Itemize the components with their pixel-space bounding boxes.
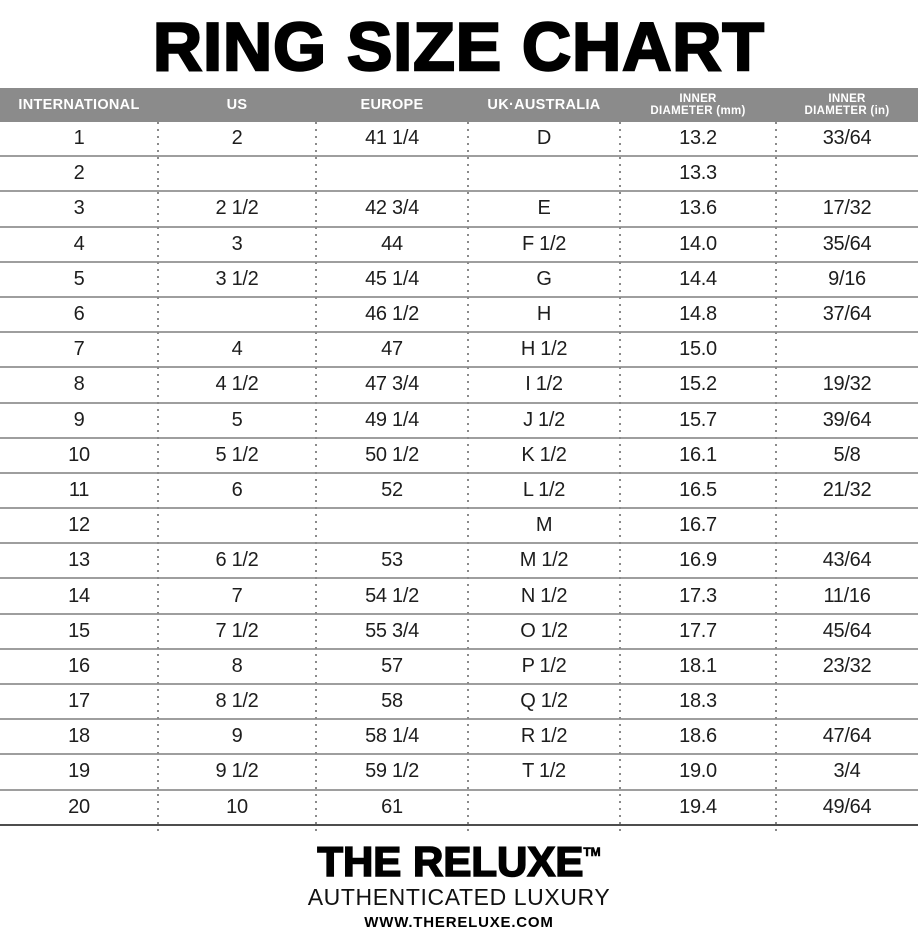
table-cell: 1 <box>73 127 85 150</box>
table-cell: 33/64 <box>822 127 872 150</box>
table-cell: 7 <box>231 584 243 607</box>
table-row <box>0 333 918 368</box>
trademark-symbol: TM <box>583 845 601 859</box>
table-cell: O 1/2 <box>520 619 568 642</box>
brand-tagline: AUTHENTICATED LUXURY <box>307 884 611 910</box>
table-cell: K 1/2 <box>521 443 567 466</box>
table-cell: 9 <box>231 725 243 748</box>
table-cell: 3 1/2 <box>215 267 259 290</box>
table-cell: 16.1 <box>679 443 717 466</box>
table-cell: 19 <box>68 760 90 783</box>
column-header-us: US <box>226 97 248 113</box>
table-cell: D <box>536 127 552 150</box>
table-cell: 11 <box>68 478 90 501</box>
table-cell: 59 1/2 <box>365 760 419 783</box>
table-row <box>0 192 918 227</box>
table-cell: 19.4 <box>679 795 717 818</box>
table-cell: 15.7 <box>679 408 717 431</box>
table-cell: 23/32 <box>822 654 872 677</box>
table-cell: 11/16 <box>823 584 871 607</box>
table-cell: 43/64 <box>822 549 872 572</box>
table-row <box>0 157 918 192</box>
column-header-europe: EUROPE <box>360 97 424 113</box>
table-cell: P 1/2 <box>521 654 567 677</box>
table-row <box>0 439 918 474</box>
table-cell: 15 <box>68 619 90 642</box>
table-cell: Q 1/2 <box>520 690 568 713</box>
table-cell: 17 <box>68 690 90 713</box>
table-cell: 14.4 <box>679 267 717 290</box>
table-row <box>0 509 918 544</box>
table-cell: J 1/2 <box>523 408 565 431</box>
table-cell: 45/64 <box>822 619 872 642</box>
column-header-international: INTERNATIONAL <box>18 97 140 113</box>
table-cell: 18.1 <box>679 654 717 677</box>
table-cell: 6 <box>231 478 243 501</box>
table-cell: 61 <box>381 795 403 818</box>
table-cell: 9/16 <box>828 267 866 290</box>
column-header-inner-diameter-in <box>776 93 918 118</box>
table-cell: 14.0 <box>679 232 717 255</box>
table-cell: 41 1/4 <box>365 127 419 150</box>
header-line-inner: INNER <box>828 92 866 105</box>
table-cell: 49 1/4 <box>365 408 419 431</box>
table-cell: 35/64 <box>822 232 872 255</box>
table-cell: 39/64 <box>822 408 872 431</box>
table-cell: 14.8 <box>679 303 717 326</box>
table-cell: L 1/2 <box>522 478 566 501</box>
table-cell: M 1/2 <box>519 549 569 572</box>
table-cell: 3/4 <box>833 760 861 783</box>
table-cell: 42 3/4 <box>365 197 419 220</box>
table-cell: 47/64 <box>822 725 872 748</box>
table-cell: 58 1/4 <box>365 725 419 748</box>
table-cell: 4 1/2 <box>215 373 259 396</box>
table-cell: 37/64 <box>822 303 872 326</box>
table-row <box>0 404 918 439</box>
table-cell: I 1/2 <box>525 373 563 396</box>
table-cell: 58 <box>381 690 403 713</box>
table-row <box>0 474 918 509</box>
brand-name <box>0 829 918 885</box>
table-row <box>0 791 918 826</box>
table-cell: 15.2 <box>679 373 717 396</box>
table-cell: 52 <box>381 478 403 501</box>
table-cell: 8 <box>231 654 243 677</box>
table-cell: 5 <box>231 408 243 431</box>
header-line-diameter-mm: DIAMETER (mm) <box>650 105 746 117</box>
table-cell: 19.0 <box>679 760 717 783</box>
table-cell: 5/8 <box>833 443 861 466</box>
table-cell: 20 <box>68 795 90 818</box>
table-cell: 9 <box>73 408 85 431</box>
table-cell: 54 1/2 <box>365 584 419 607</box>
table-cell: 10 <box>68 443 90 466</box>
table-cell: 9 1/2 <box>215 760 259 783</box>
table-cell: G <box>536 267 552 290</box>
table-cell: 45 1/4 <box>365 267 419 290</box>
table-cell: 47 <box>381 338 403 361</box>
table-cell: 50 1/2 <box>365 443 419 466</box>
table-cell: 16.9 <box>679 549 717 572</box>
table-cell: F 1/2 <box>521 232 567 255</box>
brand-footer <box>0 826 918 931</box>
table-cell: H 1/2 <box>520 338 568 361</box>
table-cell: 55 3/4 <box>365 619 419 642</box>
table-cell: 13.6 <box>679 197 717 220</box>
table-cell: 6 1/2 <box>215 549 259 572</box>
table-cell: E <box>537 197 551 220</box>
ring-size-table <box>0 88 918 826</box>
table-cell: 21/32 <box>822 478 872 501</box>
table-cell: 2 <box>231 127 243 150</box>
table-cell: 18 <box>68 725 90 748</box>
table-cell: 57 <box>381 654 403 677</box>
table-cell: 2 1/2 <box>215 197 259 220</box>
table-cell: M <box>535 514 553 537</box>
table-cell: 18.6 <box>679 725 717 748</box>
table-cell: 13.3 <box>679 162 717 185</box>
table-cell: 7 1/2 <box>215 619 259 642</box>
table-cell: 4 <box>231 338 243 361</box>
table-cell: 16.5 <box>679 478 717 501</box>
column-header-uk-australia: UK·AUSTRALIA <box>487 97 601 113</box>
table-row <box>0 544 918 579</box>
table-row <box>0 263 918 298</box>
table-cell: 5 <box>73 267 85 290</box>
table-row <box>0 298 918 333</box>
table-row <box>0 228 918 263</box>
table-cell: 17.7 <box>679 619 717 642</box>
table-cell: 7 <box>73 338 85 361</box>
table-cell: 16 <box>68 654 90 677</box>
table-cell: 3 <box>73 197 85 220</box>
table-row <box>0 685 918 720</box>
table-cell: 8 1/2 <box>215 690 259 713</box>
table-cell: 6 <box>73 303 85 326</box>
column-header-inner-diameter-mm <box>620 93 776 118</box>
table-row <box>0 579 918 614</box>
table-cell: 18.3 <box>679 690 717 713</box>
table-cell: 2 <box>73 162 85 185</box>
table-row <box>0 368 918 403</box>
table-header-row <box>0 88 918 122</box>
table-row <box>0 720 918 755</box>
table-cell: 12 <box>68 514 90 537</box>
brand-text: THE RELUXE <box>317 838 584 885</box>
table-cell: 10 <box>226 795 248 818</box>
table-cell: 14 <box>68 584 90 607</box>
page-title: RING SIZE CHART <box>153 9 765 85</box>
table-row <box>0 755 918 790</box>
header-line-inner: INNER <box>679 92 717 105</box>
table-cell: 15.0 <box>679 338 717 361</box>
table-cell: R 1/2 <box>520 725 568 748</box>
table-cell: 53 <box>381 549 403 572</box>
table-cell: 5 1/2 <box>215 443 259 466</box>
table-row <box>0 122 918 157</box>
header-line-diameter-in: DIAMETER (in) <box>804 105 890 117</box>
table-cell: 44 <box>381 232 403 255</box>
table-cell: H <box>536 303 552 326</box>
table-cell: 3 <box>231 232 243 255</box>
table-cell: 49/64 <box>822 795 872 818</box>
table-cell: 17.3 <box>679 584 717 607</box>
table-cell: 16.7 <box>679 514 717 537</box>
table-cell: 13.2 <box>679 127 717 150</box>
table-cell: 4 <box>73 232 85 255</box>
table-cell: N 1/2 <box>520 584 568 607</box>
table-cell: 47 3/4 <box>365 373 419 396</box>
table-cell: T 1/2 <box>522 760 566 783</box>
table-cell: 17/32 <box>822 197 872 220</box>
table-body <box>0 122 918 826</box>
brand-website: WWW.THERELUXE.COM <box>364 914 554 931</box>
table-cell: 13 <box>68 549 90 572</box>
table-cell: 8 <box>73 373 85 396</box>
table-row <box>0 615 918 650</box>
table-cell: 19/32 <box>822 373 872 396</box>
table-cell: 46 1/2 <box>365 303 419 326</box>
table-row <box>0 650 918 685</box>
